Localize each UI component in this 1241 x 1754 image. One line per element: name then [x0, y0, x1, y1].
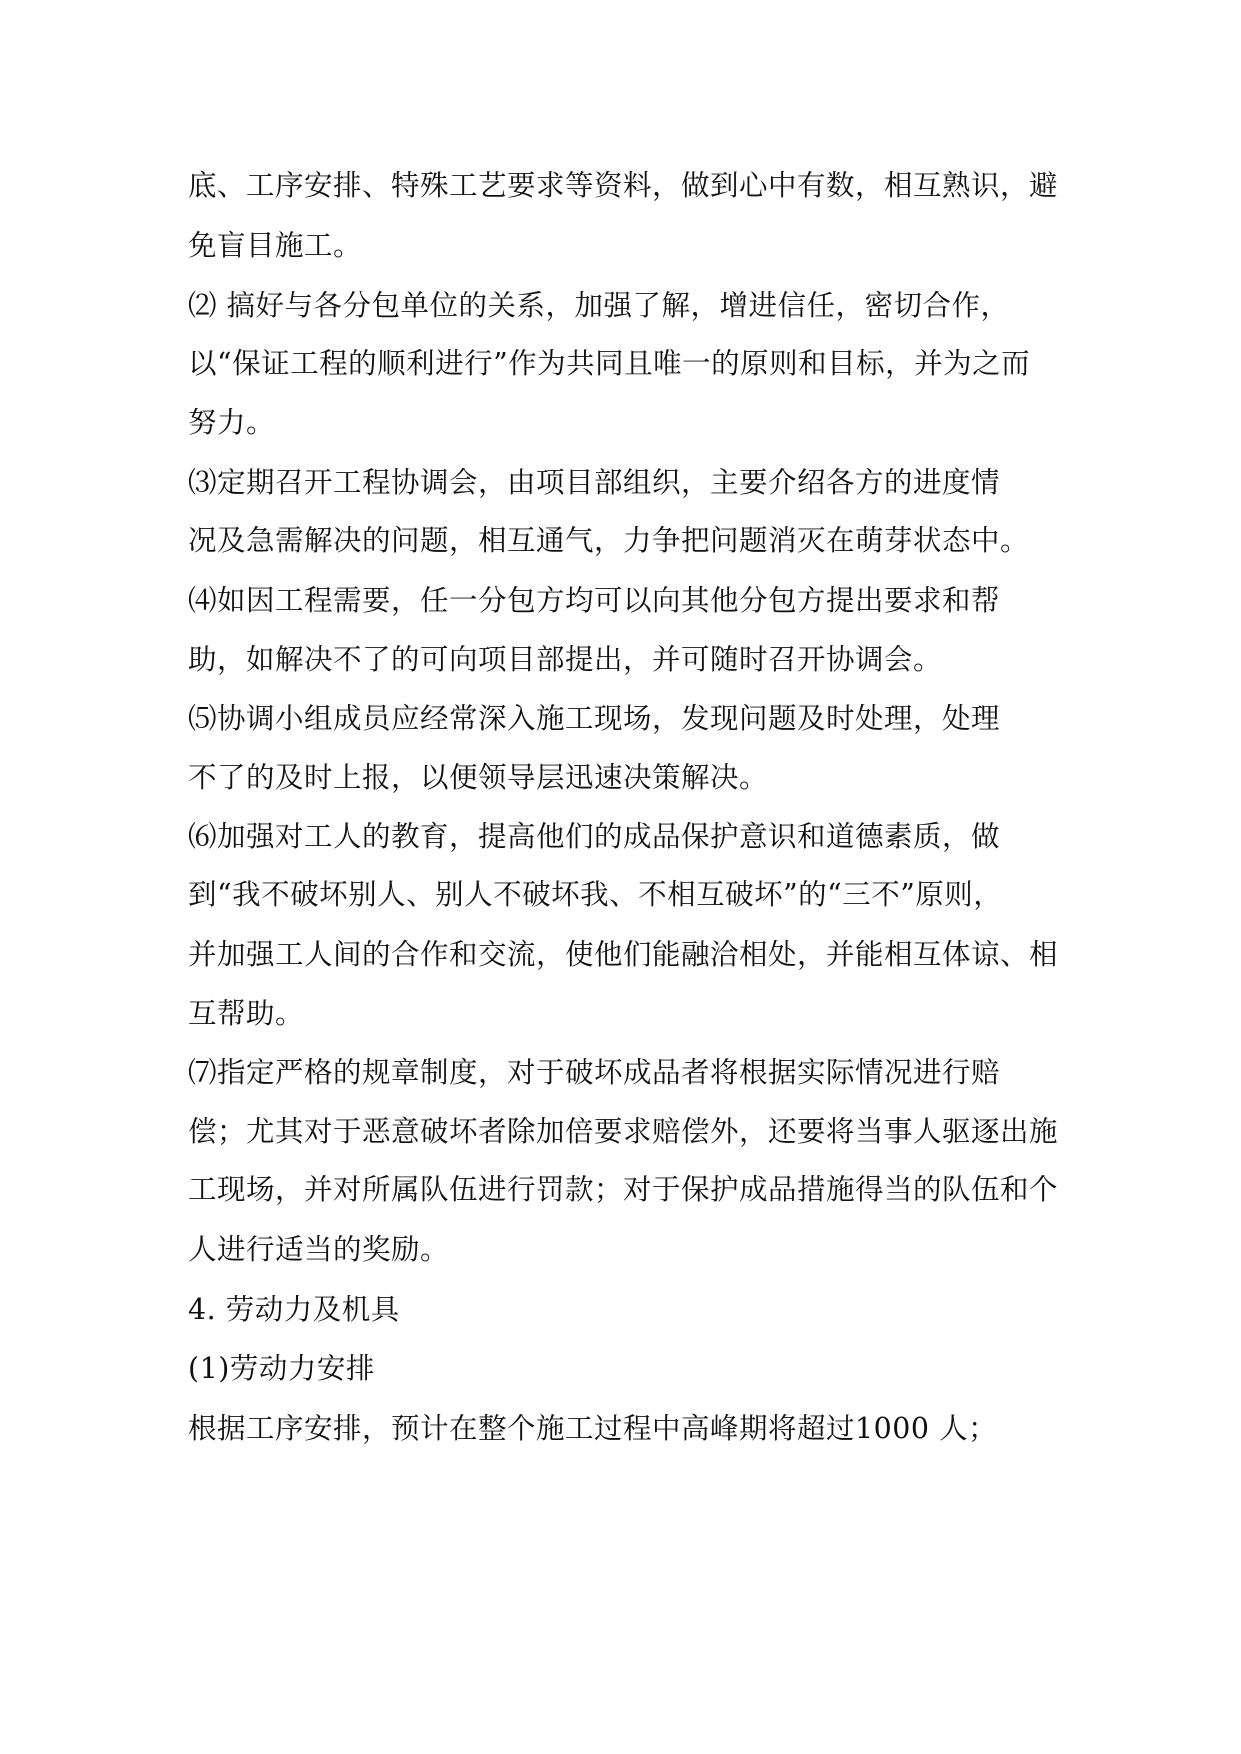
section-heading: 4. 劳动力及机具: [188, 1293, 400, 1326]
text-line: 底、工序安排、特殊工艺要求等资料，做到心中有数，相互熟识，避: [188, 169, 1059, 202]
text-line: ⑺指定严格的规章制度，对于破坏成品者将根据实际情况进行赔: [188, 1056, 1001, 1089]
text-line: 并加强工人间的合作和交流，使他们能融洽相处，并能相互体谅、相: [188, 938, 1059, 971]
text-line: 努力。: [188, 406, 276, 439]
text-line: 不了的及时上报，以便领导层迅速决策解决。: [188, 761, 769, 794]
text-line: 到“我不破坏别人、别人不破坏我、不相互破坏”的“三不”原则，: [188, 878, 1003, 911]
text-line: 人进行适当的奖励。: [188, 1233, 450, 1266]
text-line: 助，如解决不了的可向项目部提出，并可随时召开协调会。: [188, 643, 943, 676]
text-line: 根据工序安排，预计在整个施工过程中高峰期将超过1000 人；: [188, 1412, 998, 1445]
text-line: ⑶定期召开工程协调会，由项目部组织，主要介绍各方的进度情: [188, 466, 1001, 499]
text-line: 免盲目施工。: [188, 229, 363, 262]
text-line: 工现场，并对所属队伍进行罚款；对于保护成品措施得当的队伍和个: [188, 1173, 1059, 1206]
text-line: ⑸协调小组成员应经常深入施工现场，发现问题及时处理，处理: [188, 702, 1001, 735]
text-line: ⑹加强对工人的教育，提高他们的成品保护意识和道德素质，做: [188, 820, 1001, 853]
subsection-heading: (1)劳动力安排: [188, 1352, 375, 1385]
text-line: 况及急需解决的问题，相互通气，力争把问题消灭在萌芽状态中。: [188, 524, 1030, 557]
text-line: ⑵ 搞好与各分包单位的关系，加强了解，增进信任，密切合作，: [188, 289, 1010, 322]
text-line: 互帮助。: [188, 997, 305, 1030]
text-line: ⑷如因工程需要，任一分包方均可以向其他分包方提出要求和帮: [188, 584, 1001, 617]
text-line: 以“保证工程的顺利进行”作为共同且唯一的原则和目标，并为之而: [188, 347, 1031, 380]
text-line: 偿；尤其对于恶意破坏者除加倍要求赔偿外，还要将当事人驱逐出施: [188, 1115, 1059, 1148]
